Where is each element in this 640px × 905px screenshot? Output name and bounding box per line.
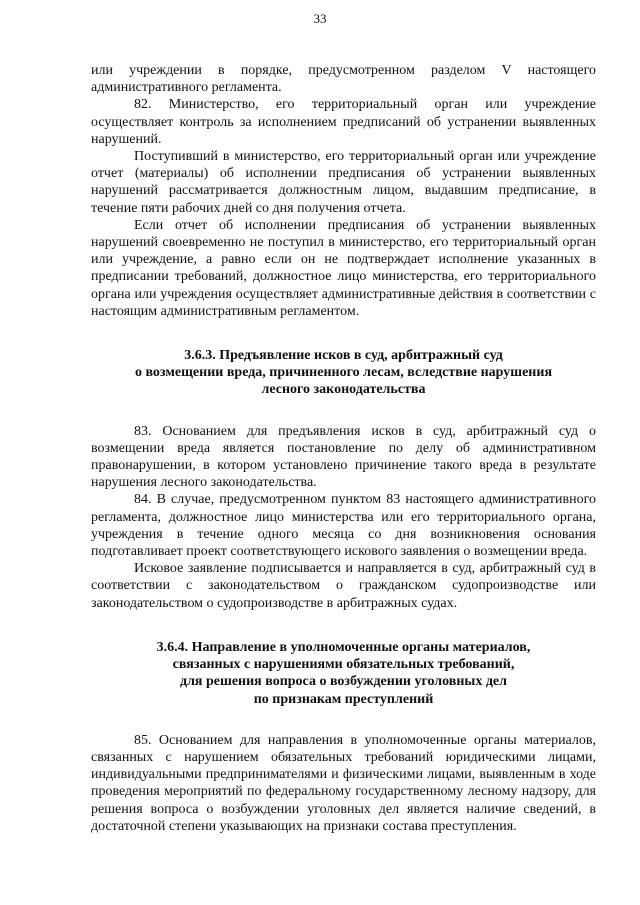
heading-line: лесного законодательства (261, 382, 426, 398)
section-3-6-3-heading (91, 347, 596, 399)
page-number: 33 (313, 11, 327, 26)
heading-line: 3.6.3. Предъявление исков в суд, арбитражный суд (184, 348, 503, 364)
page-content (91, 62, 596, 835)
paragraph-84: 84. В случае, предусмотренном пунктом 83 настоящего административного регламента, должностное лицо министерства или его территориального органа, учреждения в течение одного месяца со дня возникновения основания подготавливает проект соответствующего искового заявления о возмещении вреда. (91, 492, 596, 560)
paragraph-report-missing: Если отчет об исполнении предписания об устранении выявленных нарушений своевременно не поступил в министерство, его территориальный орган или учреждение, а равно если он не подтверждает исполнение указанных в предписании требований, должностное лицо министерства, его территориального органа или учреждения осуществляет административные действия в соответствии с настоящим административным регламентом. (91, 217, 596, 319)
paragraph-85: 85. Основанием для направления в уполномоченные органы материалов, связанных с нарушением обязательных требований юридическими лицами, индивидуальными предпринимателями и физическими лицами, выявленным в ходе проведения мероприятий по федеральному государственному лесному надзору, для решения вопроса о возбуждении уголовных дел является наличие сведений, в достаточной степени указывающих на признаки состава преступления. (91, 732, 596, 834)
heading-line: для решения вопроса о возбуждении уголовных дел (179, 674, 507, 690)
paragraph-83: 83. Основанием для предъявления исков в суд, арбитражный суд о возмещении вреда является постановление по делу об административном правонарушении, в котором установлено причинение такого вреда в результате нарушения лесного законодательства. (91, 423, 596, 491)
paragraph-report-review: Поступивший в министерство, его территориальный орган или учреждение отчет (материалы) об исполнении предписания об устранении выявленных нарушений рассматривается должностным лицом, выдавшим предписание, в течение пяти рабочих дней со дня получения отчета. (91, 149, 596, 216)
paragraph-82: 82. Министерство, его территориальный орган или учреждение осуществляет контроль за исполнением предписаний об устранении выявленных нарушений. (91, 97, 596, 147)
heading-line: по признакам преступлений (253, 691, 434, 707)
heading-line: 3.6.4. Направление в уполномоченные органы материалов, (156, 639, 531, 655)
section-3-6-4-heading (91, 639, 596, 708)
heading-line: связанных с нарушениями обязательных требований, (172, 657, 515, 673)
heading-line: о возмещении вреда, причиненного лесам, вследствие нарушения (134, 365, 553, 381)
paragraph-claim-submission: Исковое заявление подписывается и направляется в суд, арбитражный суд в соответствии с законодательством о гражданском судопроизводстве или законодательством о судопроизводстве в арбитражных судах. (91, 561, 596, 611)
paragraph-continuation: или учреждении в порядке, предусмотренном разделом V настоящего административного регламента. (91, 63, 596, 96)
